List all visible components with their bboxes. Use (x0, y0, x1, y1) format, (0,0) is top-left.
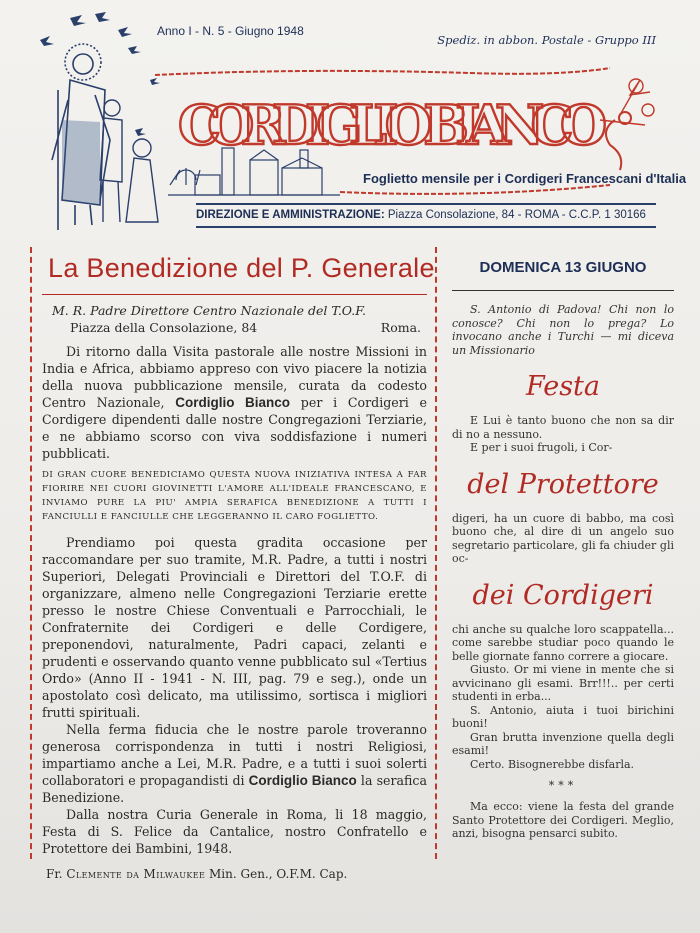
article-address (70, 320, 427, 335)
article-addressee: M. R. Padre Direttore Centro Nazionale del T.O.F. (52, 303, 366, 318)
sidebar-date: DOMENICA 13 GIUGNO (479, 259, 647, 276)
sidebar-text: S. Antonio, aiuta i tuoi birichini buoni! (452, 703, 674, 730)
direction-address: Piazza Consolazione, 84 - ROMA - C.C.P. 1 30166 (387, 209, 646, 221)
masthead-subtitle: Foglietto mensile per i Cordigeri Francescani d'Italia (363, 171, 687, 186)
publication-name: Cordiglio Bianco (248, 773, 357, 788)
section-separator: *** (548, 779, 578, 792)
sidebar-text: S. Antonio di Padova! Chi non lo conosce? Chi non lo prega? Lo invocano anche i Turchi — mi diceva un Missionario (452, 303, 674, 357)
direction-line (196, 209, 646, 221)
sidebar-text: Certo. Bisognerebbe disfarla. (470, 757, 635, 771)
divider (196, 203, 656, 205)
article-signature: Fr. Clemente da Milwaukee Min. Gen., O.F.M. Cap. (46, 867, 348, 881)
article-paragraph: Nella ferma fiducia che le nostre parole troveranno generosa corrispondenza in tutti i nostri Religiosi, impartiamo anche a Lei, M.R. Padre, e a tutti i suoi solerti collaboratori e propagandisti di Cordiglio Bianco la serafica Benedizione. (42, 722, 427, 805)
publication-name: Cordiglio Bianco (175, 395, 291, 410)
masthead (0, 0, 700, 240)
address-street: Piazza della Consolazione, 84 (70, 320, 258, 335)
sidebar-heading: del Protettore (467, 468, 659, 500)
article-headline: La Benedizione del P. Generale (48, 253, 435, 283)
sidebar-text: E Lui è tanto buono che non sa dir di no a nessuno. (452, 414, 674, 441)
divider (452, 290, 674, 291)
article-paragraph: Dalla nostra Curia Generale in Roma, li 18 maggio, Festa di S. Felice da Cantalice, nostro Confratello e Protettore dei Bambini, 1948. (42, 807, 427, 856)
children-icon (100, 100, 158, 222)
address-city: Roma. (380, 320, 421, 335)
main-article (30, 247, 437, 881)
divider (196, 226, 656, 228)
sidebar-heading: Festa (525, 371, 601, 402)
sidebar-text: digeri, ha un cuore di babbo, ma così buono che, al dire di un angelo suo segretario particolare, gli fa chiuder gli oc- (452, 511, 674, 565)
article-paragraph: Prendiamo poi questa gradita occasione per raccomandare per suo tramite, M.R. Padre, a tutti i nostri Superiori, Delegati Provinciali e Direttori del T.O.F. di organizzare, almeno nelle Congregazioni Terziarie erette presso le nostre Chiese Conventuali e Parrocchiali, le Confraternite dei Cordigeri e delle Cordigere, preponendovi, naturalmente, Padri capaci, zelanti e prudenti e osservando quanto venne pubblicato sul «Tertius Ordo» (Anno II - 1941 - N. III, pag. 79 e seg.), onde un apostolato così delicato, ma utilissimo, sortisca i migliori frutti spirituali. (42, 535, 427, 720)
masthead-title: CORDIGLIO BIANCO (178, 93, 608, 157)
sidebar-article (452, 247, 674, 867)
sidebar-text: Giusto. Or mi viene in mente che si avvicinano gli esami. Brr!!!.. per certi studenti in erba... (452, 663, 674, 703)
issue-info: Anno I - N. 5 - Giugno 1948 (157, 24, 304, 38)
sidebar-text: chi anche su qualche loro scappatella... come sarebbe studiar poco quando le belle giornate fanno correre a giocare. (452, 622, 674, 663)
sidebar-text: Ma ecco: viene la festa del grande Santo Protettore dei Cordigeri. Meglio, anzi, bisogna pensarci subito. (452, 800, 674, 840)
lily-icon (600, 79, 654, 125)
postal-info: Spediz. in abbon. Postale - Gruppo III (437, 33, 656, 47)
article-paragraph-caps: DI GRAN CUORE BENEDICIAMO QUESTA NUOVA INIZIATIVA INTESA A FAR FIORIRE NEI CUORI GIOVINETTI L'AMORE ALL'IDEALE FRANCESCANO, E INVIAMO PURE LA PIU' AMPIA SERAFICA BENEDIZIONE A TUTTI I FANCIULLI E FANCIULLE CHE LEGGERANNO IL CARO FOGLIETTO. (42, 470, 427, 522)
sidebar-text: E per i suoi frugoli, i Cor- (470, 441, 613, 454)
article-body (42, 343, 427, 857)
sidebar-text: Gran brutta invenzione quella degli esami! (452, 730, 674, 757)
article-paragraph: Di ritorno dalla Visita pastorale alle nostre Missioni in India e Africa, abbiamo appreso con vivo piacere la notizia della nuova pubblicazione mensile, curata da codesto Centro Nazionale, Cordiglio Bianco per i Cordigeri e Cordigere dipendenti dalle nostre Congregazioni Terziarie, e ne abbiamo scorso con viva soddisfazione i numeri pubblicati. (42, 344, 428, 461)
direction-label: DIREZIONE E AMMINISTRAZIONE: (196, 209, 385, 221)
sidebar-heading: dei Cordigeri (472, 579, 654, 611)
divider (42, 294, 427, 295)
